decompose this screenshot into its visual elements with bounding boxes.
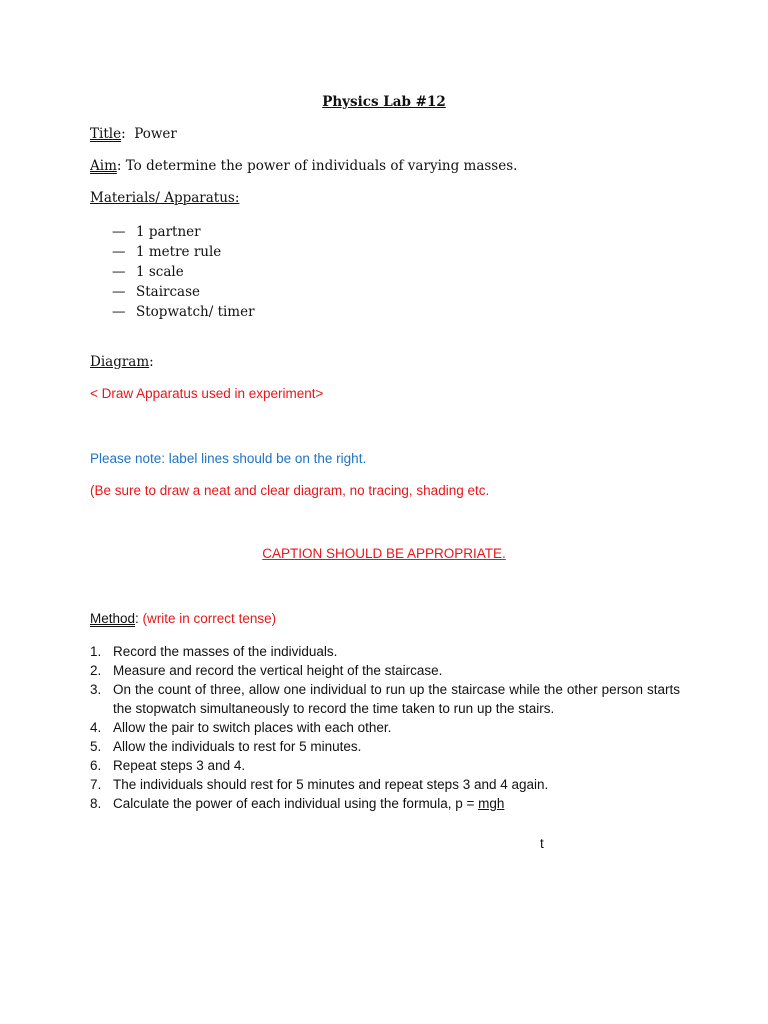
step-text: On the count of three, allow one individual to run up the staircase while the other person starts the stopwatch simultaneously to record the time taken to run up the stairs. <box>113 682 680 716</box>
aim-value: : To determine the power of individuals of varying masses. <box>116 158 518 174</box>
list-item-label: 1 partner <box>136 224 201 240</box>
step-number: 1. <box>90 644 102 659</box>
materials-heading: Materials/ Apparatus: <box>90 190 240 206</box>
method-step <box>90 794 680 813</box>
diagram-heading <box>90 353 154 371</box>
method-step <box>90 680 680 718</box>
list-item-label: Stopwatch/ timer <box>136 304 255 320</box>
method-step <box>90 775 680 794</box>
list-item-label: 1 scale <box>136 264 184 280</box>
aim-label: Aim <box>90 158 117 174</box>
step-text: Repeat steps 3 and 4. <box>113 758 246 773</box>
materials-list <box>112 222 255 322</box>
method-label: Method <box>90 611 136 626</box>
diagram-note: Please note: label lines should be on the right. <box>90 451 367 466</box>
method-step <box>90 661 680 680</box>
list-item <box>112 242 255 262</box>
title-value: Power <box>134 126 177 142</box>
aim-line <box>90 157 517 175</box>
diagram-label: Diagram <box>90 354 150 370</box>
list-item-label: Staircase <box>136 284 201 300</box>
formula-denominator: t <box>540 836 544 851</box>
step-number: 7. <box>90 777 102 792</box>
step-number: 3. <box>90 682 102 697</box>
method-heading <box>90 610 276 628</box>
diagram-colon: : <box>149 354 154 370</box>
dash-bullet: — <box>112 244 126 260</box>
method-colon: : <box>135 611 143 626</box>
dash-bullet: — <box>112 284 126 300</box>
step-number: 2. <box>90 663 102 678</box>
list-item <box>112 302 255 322</box>
formula-prefix: Calculate the power of each individual using the formula, p = <box>113 796 479 811</box>
list-item <box>112 222 255 242</box>
title-label: Title <box>90 126 122 142</box>
dash-bullet: — <box>112 304 126 320</box>
diagram-warning: (Be sure to draw a neat and clear diagram, no tracing, shading etc. <box>90 483 490 498</box>
dash-bullet: — <box>112 264 126 280</box>
step-text: The individuals should rest for 5 minutes and repeat steps 3 and 4 again. <box>113 777 549 792</box>
method-steps <box>90 642 680 813</box>
step-number: 4. <box>90 720 102 735</box>
method-step <box>90 642 680 661</box>
method-step <box>90 718 680 737</box>
list-item <box>112 262 255 282</box>
formula-numerator: mgh <box>478 796 505 811</box>
title-colon: : <box>121 126 135 142</box>
step-number: 6. <box>90 758 102 773</box>
diagram-placeholder: < Draw Apparatus used in experiment> <box>90 386 324 401</box>
step-text <box>113 794 504 813</box>
list-item-label: 1 metre rule <box>136 244 222 260</box>
step-text: Measure and record the vertical height of the staircase. <box>113 663 443 678</box>
page-heading: Physics Lab #12 <box>322 94 446 110</box>
caption-note: CAPTION SHOULD BE APPROPRIATE. <box>262 546 506 561</box>
step-text: Allow the pair to switch places with each other. <box>113 720 392 735</box>
method-note: (write in correct tense) <box>142 611 277 626</box>
step-number: 5. <box>90 739 102 754</box>
step-text: Allow the individuals to rest for 5 minutes. <box>113 739 362 754</box>
method-step <box>90 756 680 775</box>
list-item <box>112 282 255 302</box>
step-text: Record the masses of the individuals. <box>113 644 338 659</box>
title-line <box>90 125 177 143</box>
dash-bullet: — <box>112 224 126 240</box>
method-step <box>90 737 680 756</box>
step-number: 8. <box>90 796 102 811</box>
